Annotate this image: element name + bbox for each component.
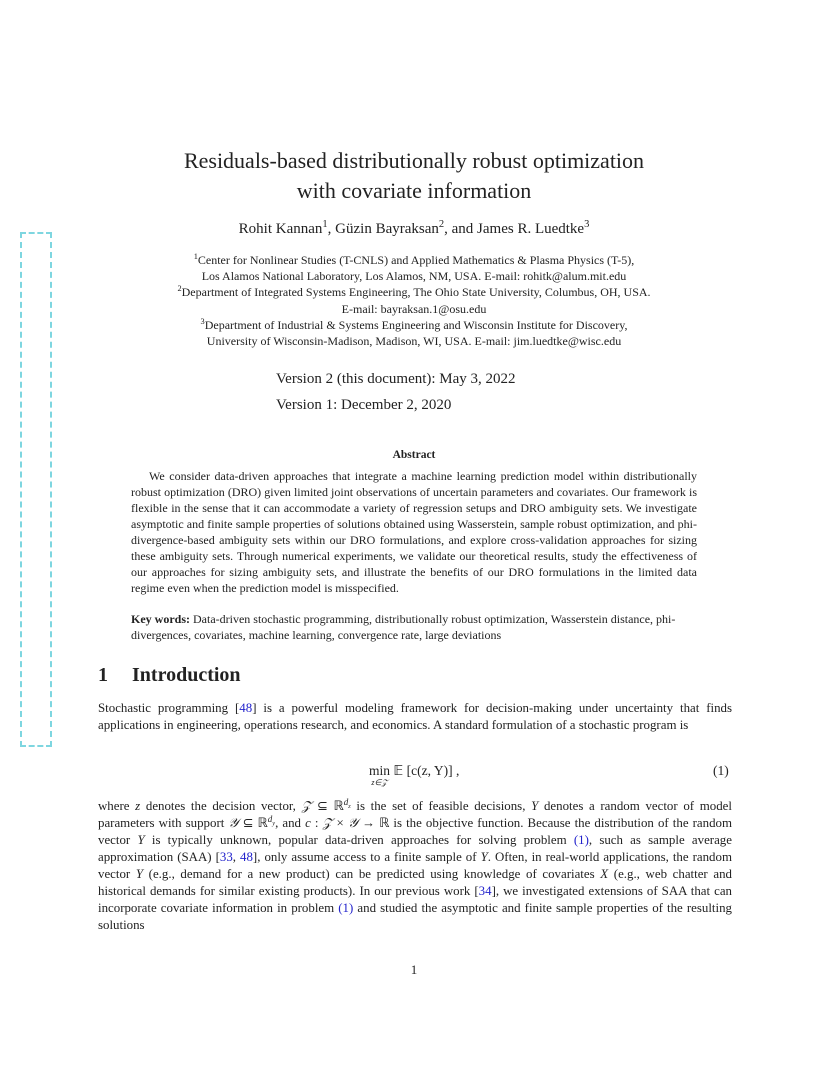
citation-link[interactable]: 33 xyxy=(219,850,233,864)
equation-min-operator: min z∈𝒵 xyxy=(369,763,391,787)
author-1: Rohit Kannan xyxy=(238,221,323,237)
equation-ref-link[interactable]: (1) xyxy=(573,833,589,847)
affiliation-line-2: Los Alamos National Laboratory, Los Alamos, NM, USA. E-mail: rohitk@alum.mit.edu xyxy=(201,269,627,284)
intro-paragraph: Stochastic programming [48] is a powerful modeling framework for decision-making under uncertainty that finds applications in engineering, operations research, and economics. A standard formulation of a stochastic program is xyxy=(98,701,733,732)
author-1-affil-mark: 1 xyxy=(322,219,328,230)
section-title: Introduction xyxy=(132,664,241,686)
section-heading xyxy=(98,664,241,687)
citation-link[interactable]: 48 xyxy=(239,701,253,715)
page-number: 1 xyxy=(410,962,418,977)
body-paragraph: where z denotes the decision vector, 𝒵 ⊆ ℝ$^{d_z}$ is the set of feasible decisions, Y denotes a random vector of model parameters with support 𝒴 ⊆ ℝ$^{d_y}$, and c : 𝒵 × 𝒴 → ℝ is the objective function. Because the distribution of the random vector Y is typically unknown, popular data-driven approaches for solving problem (1), such as sample average approximation (SAA) [33, 48], only assume access to a finite sample of Y. Often, in real-world applications, the random vector Y (e.g., demand for a new product) can be predicted using knowledge of covariates X (e.g., web chatter and historical demands for similar existing products). In our previous work [34], we investigated extensions of SAA that can incorporate covariate information in problem (1) and studied the asymptotic and finite sample properties of the resulting solutions xyxy=(98,796,733,932)
affiliation-line-4: E-mail: bayraksan.1@osu.edu xyxy=(341,301,487,316)
abstract-heading: Abstract xyxy=(392,449,436,461)
affiliation-line-1: $^1$Center for Nonlinear Studies (T-CNLS) and Applied Mathematics & Plasma Physics (T-5), xyxy=(193,252,635,267)
section-number: 1 xyxy=(98,664,108,686)
author-3: and James R. Luedtke xyxy=(451,221,585,237)
equation-ref-link[interactable]: (1) xyxy=(338,901,354,915)
keywords xyxy=(131,611,697,643)
keywords-text: Data-driven stochastic programming, distributionally robust optimization, Wasserstein distance, phi-divergences, covariates, machine learning, convergence rate, large deviations xyxy=(131,612,676,642)
equation-1 xyxy=(369,763,459,787)
version-1-line: Version 1: December 2, 2020 xyxy=(276,397,452,413)
author-list: Rohit Kannan$^1$, Güzin Bayraksan$^2$, and James R. Luedtke$^3$ xyxy=(238,219,590,237)
abstract-text: We consider data-driven approaches that integrate a machine learning prediction model within distributionally robust optimization (DRO) given limited joint observations of uncertain parameters and covariates. Our framework is flexible in the sense that it can accommodate a variety of regression setups and DRO ambiguity sets. We investigate asymptotic and finite sample properties of solutions obtained using Wasserstein, sample robust optimization, and phi-divergence-based ambiguity sets within our DRO formulations, and explore cross-validation approaches for sizing these ambiguity sets. Through numerical experiments, we validate our theoretical results, study the effectiveness of our approaches for sizing ambiguity sets, and illustrate the benefits of our DRO formulations in the limited data regime even when the prediction model is misspecified. xyxy=(131,469,697,595)
author-3-affil-mark: 3 xyxy=(584,219,590,230)
arxiv-stamp-border xyxy=(20,232,52,747)
affiliation-line-5: $^3$Department of Industrial & Systems Engineering and Wisconsin Institute for Discovery, xyxy=(200,316,628,332)
author-2: Güzin Bayraksan xyxy=(335,221,439,237)
paper-title xyxy=(140,146,688,206)
citation-link[interactable]: 34 xyxy=(478,884,492,898)
equation-number: (1) xyxy=(713,763,729,778)
affiliation-line-3: $^2$Department of Integrated Systems Engineering, The Ohio State University, Columbus, OH, USA. xyxy=(177,284,651,300)
title-line-1: Residuals-based distributionally robust optimization xyxy=(183,148,645,173)
equation-expression: 𝔼 [c(z, Y)] , xyxy=(393,763,460,778)
citation-link[interactable]: 48 xyxy=(240,850,253,864)
version-2-line: Version 2 (this document): May 3, 2022 xyxy=(276,371,516,387)
title-line-2: with covariate information xyxy=(296,178,532,203)
keywords-label: Key words: xyxy=(131,612,190,626)
author-2-affil-mark: 2 xyxy=(438,219,445,230)
affiliations xyxy=(120,252,708,349)
affiliation-line-6: University of Wisconsin-Madison, Madison, WI, USA. E-mail: jim.luedtke@wisc.edu xyxy=(206,334,622,349)
